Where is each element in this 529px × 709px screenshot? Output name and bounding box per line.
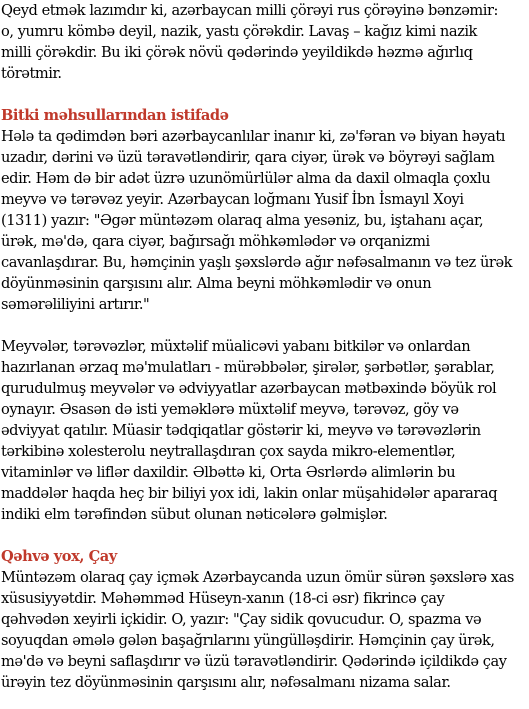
text-line: soyuqdan əmələ gələn başağrılarını yüngülləşdirir. Həmçinin çay ürək, <box>1 632 495 649</box>
text-line: səmərəliliyini artırır." <box>1 296 150 313</box>
text-line: Müntəzəm olaraq çay içmək Azərbaycanda uzun ömür sürən şəxslərə xas <box>1 569 514 586</box>
text-line: Meyvələr, tərəvəzlər, müxtəlif müalicəvi yabanı bitkilər və onlardan <box>1 338 471 355</box>
section2-paragraph-1 <box>1 567 529 693</box>
section1-paragraph-2 <box>1 336 529 525</box>
text-line: hazırlanan ərzaq mə'mulatları - mürəbbələr, şirələr, şərbətlər, şərablar, <box>1 359 495 376</box>
text-line: o, yumru kömbə deyil, nazik, yastı çörəkdir. Lavaş – kağız kimi nazik <box>1 23 477 40</box>
text-line: Qeyd etmək lazımdır ki, azərbaycan milli çörəyi rus çörəyinə bənzəmir: <box>1 2 498 19</box>
paragraph-gap <box>1 84 529 105</box>
text-line: vitaminlər və liflər daxildir. Əlbəttə ki, Orta Əsrlərdə alimlərin bu <box>1 464 456 481</box>
text-line: törətmir. <box>1 65 62 82</box>
section-heading-tea: Qəhvə yox, Çay <box>1 548 117 565</box>
text-line: maddələr haqda heç bir biliyi yox idi, lakin onlar müşahidələr apararaq <box>1 485 498 502</box>
text-line: meyvə və tərəvəz yeyir. Azərbaycan loğmanı Yusif İbn İsmayıl Xoyi <box>1 191 464 208</box>
paragraph-gap <box>1 525 529 546</box>
text-line: qurudulmuş meyvələr və ədviyyatlar azərbaycan mətbəxində böyük rol <box>1 380 497 397</box>
section-heading-plant-products: Bitki məhsullarından istifadə <box>1 107 229 124</box>
text-line: Hələ ta qədimdən bəri azərbaycanlılar inanır ki, zə'fəran və biyan həyatı <box>1 128 505 145</box>
article <box>1 0 529 693</box>
text-line: xüsusiyyətdir. Məhəmməd Hüseyn-xanın (18-ci əsr) fikrincə çay <box>1 590 445 607</box>
text-line: tərkibinə xolesterolu neytrallaşdıran çox sayda mikro-elementlər, <box>1 443 456 460</box>
text-line: ədviyyat qatılır. Müasir tədqiqatlar göstərir ki, meyvə və tərəvəzlərin <box>1 422 481 439</box>
intro-paragraph <box>1 0 529 84</box>
text-line: ürəyin tez döyünməsinin qarşısını alır, nəfəsalmanı nizama salar. <box>1 674 451 691</box>
text-line: milli çörəkdir. Bu iki çörək növü qədərində yeyildikdə həzmə ağırlıq <box>1 44 473 61</box>
text-line: indiki elm tərəfindən sübut olunan nəticələrə gəlmişlər. <box>1 506 388 523</box>
text-line: oynayır. Əsasən də isti yeməklərə müxtəlif meyvə, tərəvəz, göy və <box>1 401 459 418</box>
text-line: edir. Həm də bir adət üzrə uzunömürlülər alma da daxil olmaqla çoxlu <box>1 170 491 187</box>
text-line: (1311) yazır: "Əgər müntəzəm olaraq alma yesəniz, bu, iştahanı açar, <box>1 212 484 229</box>
text-line: uzadır, dərini və üzü təravətləndirir, qara ciyər, ürək və böyrəyi sağlam <box>1 149 495 166</box>
text-line: cavanlaşdırar. Bu, həmçinin yaşlı şəxslərdə ağır nəfəsalmanın və tez ürək <box>1 254 513 271</box>
text-line: ürək, mə'də, qara ciyər, bağırsağı möhkəmlədər və orqanizmi <box>1 233 430 250</box>
text-line: qəhvədən xeyirli içkidir. O, yazır: "Çay sidik qovucudur. O, spazma və <box>1 611 482 628</box>
text-line: mə'də və beyni saflaşdırır və üzü təravətləndirir. Qədərində içildikdə çay <box>1 653 507 670</box>
text-line: döyünməsinin qarşısını alır. Alma beyni möhkəmlədir və onun <box>1 275 432 292</box>
section1-paragraph-1 <box>1 126 529 315</box>
paragraph-gap <box>1 315 529 336</box>
